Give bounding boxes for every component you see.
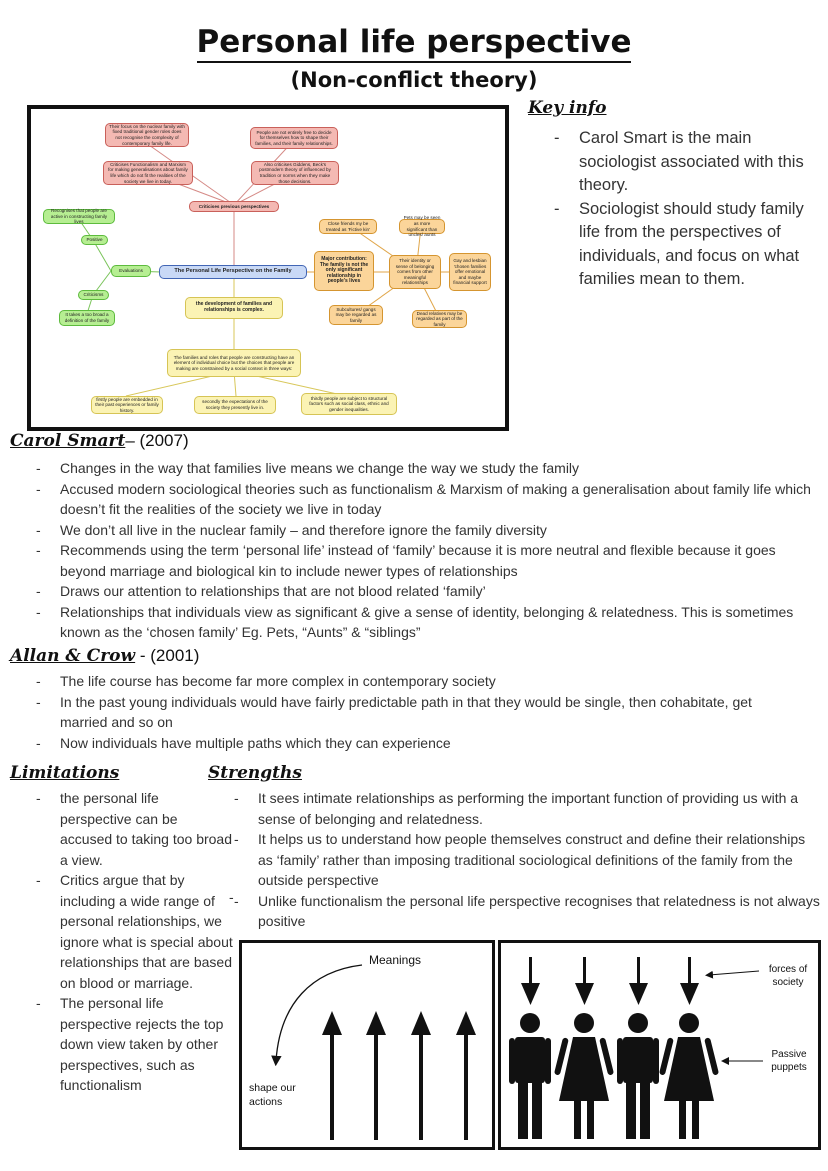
- node-green-3: Evaluations: [111, 265, 151, 277]
- allan-list: [33, 671, 793, 753]
- node-red-2: People are not entirely free to decide for themselves how to shape their families, and their family relationships.: [250, 127, 338, 149]
- smart-heading: [10, 431, 189, 451]
- node-red-3: Criticises Functionalism and Marxism for making generalisations about family life which do not fit the realities of the society we live in today.: [103, 161, 193, 185]
- meanings-diagram: [239, 940, 495, 1150]
- page-subtitle: (Non-conflict theory): [290, 68, 538, 92]
- node-green-2: Positive: [81, 235, 108, 245]
- strength-item: - It helps us to understand how people themselves construct and define their relationships as ‘family’ rather than imposing traditional sociological definitions of the family from the outside perspective: [231, 829, 821, 891]
- key-info-item: - Sociologist should study family life from the perspectives of individuals, and focus on what families mean to them.: [551, 198, 821, 292]
- meanings-arrows: [242, 943, 492, 1147]
- node-orange-4: Their identity or sense of belonging comes from other meaningful relationships: [389, 255, 441, 289]
- node-green-4: Criticisms: [78, 290, 109, 300]
- key-info-list: [551, 127, 821, 292]
- stray-dash: -: [229, 889, 234, 905]
- meanings-label: Meanings: [369, 953, 422, 967]
- node-red-4: Also criticises Giddens, Beck's postmodern theory of influenced by tradition or norms when they make those decisions.: [251, 161, 339, 185]
- node-orange-7: Dead relatives may be regarded as part of the family: [412, 310, 467, 328]
- node-green-1: Recognises that people are active in constructing family lives: [43, 209, 115, 224]
- node-red-1: Their focus on the nuclear family with fixed traditional gender roles does not recognise the complexity of contemporary family life.: [105, 123, 189, 147]
- node-orange-1: Close friends my be treated as 'Fictive kin': [319, 219, 377, 234]
- forces-label: forces of society: [768, 964, 808, 988]
- smart-item: - Recommends using the term ‘personal life’ instead of ‘family’ because it is more neutral and flexible because it goes beyond marriage and biological kin to include newer types of relationships: [33, 540, 823, 581]
- key-info-item: - Carol Smart is the main sociologist associated with this theory.: [551, 127, 821, 198]
- strengths-heading: Strengths: [208, 763, 302, 783]
- mind-map: [27, 105, 509, 431]
- smart-item: - Changes in the way that families live means we change the way we study the family: [33, 458, 823, 479]
- limitation-item: - Critics argue that by including a wide range of personal relationships, we ignore what is special about relationships that are based on blood or marriage.: [33, 870, 233, 993]
- node-orange-2: Pets may be seen as more significant than uncles/ aunts: [399, 219, 445, 234]
- node-orange-5: Gay and lesbian 'chosen families offer emotional and maybe financial support: [449, 253, 491, 291]
- passive-label: Passive puppets: [771, 1049, 807, 1073]
- key-info-heading: Key info: [528, 98, 607, 118]
- smart-item: - We don’t all live in the nuclear family – and therefore ignore the family diversity: [33, 520, 823, 541]
- smart-name: Carol Smart: [10, 431, 126, 451]
- allan-name: Allan & Crow: [10, 646, 136, 666]
- allan-item: - In the past young individuals would have fairly predictable path in that they would be single, then cohabitate, get married and so on: [33, 692, 793, 733]
- strength-item: - Unlike functionalism the personal life perspective recognises that relatedness is not always positive: [231, 891, 821, 932]
- limitation-item: - the personal life perspective can be accused to taking too broad a view.: [33, 788, 233, 870]
- limitation-item: - The personal life perspective rejects the top down view taken by other perspectives, such as functionalism: [33, 993, 233, 1096]
- smart-list: [33, 458, 823, 643]
- node-yellow-5: thirdly people are subject to structural factors such as social class, ethnic and gender inequalities.: [301, 393, 397, 415]
- limitations-list: [33, 788, 233, 1096]
- smart-item: - Relationships that individuals view as significant & give a sense of identity, belonging & relatedness. This is sometimes known as the ‘chosen family’ Eg. Pets, “Aunts” & “siblings”: [33, 602, 823, 643]
- smart-item: - Accused modern sociological theories such as functionalism & Marxism of making a generalisation about family life which doesn’t fit the realities of the society we live in today: [33, 479, 823, 520]
- allan-heading: [10, 646, 199, 666]
- node-yellow-2: The families and roles that people are constructing have an element of individual choice but the choices that people are making are constrained by a social context in three ways:: [167, 349, 301, 377]
- strengths-list: [231, 788, 821, 932]
- strength-item: - It sees intimate relationships as performing the important function of providing us with a sense of belonging and relatedness.: [231, 788, 821, 829]
- node-center: The Personal Life Perspective on the Family: [159, 265, 307, 279]
- node-yellow-4: secondly the expectations of the society they presently live in.: [194, 396, 276, 414]
- allan-year: - (2001): [135, 646, 200, 665]
- node-red-5: Criticises previous perspectives: [189, 201, 279, 212]
- shape-actions-label: shape our actions: [249, 1082, 296, 1108]
- node-yellow-3: firstly people are embedded in their past experiences or family history.: [91, 396, 163, 414]
- page-title: Personal life perspective: [0, 24, 828, 60]
- node-orange-3: Major contribution: The family is not the only significant relationship in people's lives: [314, 251, 374, 291]
- node-yellow-1: the development of families and relationships is complex.: [185, 297, 283, 319]
- node-orange-6: Subcultures/ gangs may be regarded as family: [329, 305, 383, 325]
- smart-item: - Draws our attention to relationships that are not blood related ‘family’: [33, 581, 823, 602]
- node-green-5: It takes a too broad a definition of the family: [59, 310, 115, 326]
- puppets-diagram: [498, 940, 821, 1150]
- limitations-heading: Limitations: [10, 763, 120, 783]
- allan-item: - Now individuals have multiple paths which they can experience: [33, 733, 793, 754]
- allan-item: - The life course has become far more complex in contemporary society: [33, 671, 793, 692]
- smart-year: – (2007): [125, 431, 189, 450]
